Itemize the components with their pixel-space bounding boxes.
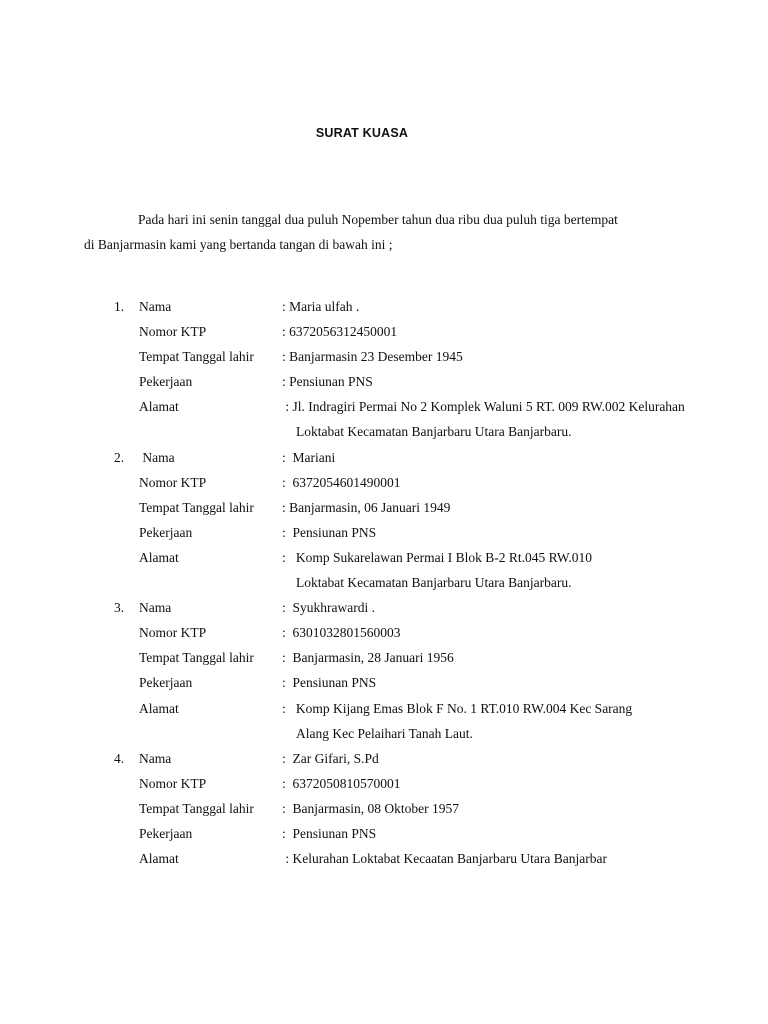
field-value: : 6372050810570001 (282, 775, 401, 791)
field-value: : Pensiunan PNS (282, 374, 373, 390)
person-field-row (0, 319, 768, 344)
list-number: 1. (114, 299, 125, 314)
person-field-row (0, 771, 768, 796)
field-label: Nomor KTP (139, 474, 207, 490)
person-field-row (0, 595, 768, 620)
field-value: : Jl. Indragiri Permai No 2 Komplek Waluni 5 RT. 009 RW.002 Kelurahan (282, 399, 685, 415)
person-field-row (0, 394, 768, 419)
intro-paragraph (84, 207, 720, 257)
field-label: Alamat (139, 549, 179, 565)
field-label: Tempat Tanggal lahir (139, 499, 254, 515)
list-number: 2. (114, 449, 125, 465)
field-label: Alamat (139, 399, 179, 415)
address-continuation: Loktabat Kecamatan Banjarbaru Utara Banjarbaru. (296, 575, 572, 591)
address-continuation-row (0, 419, 768, 444)
field-value: : Banjarmasin, 08 Oktober 1957 (282, 800, 459, 816)
list-number: 3. (114, 600, 125, 616)
intro-line-2: di Banjarmasin kami yang bertanda tangan di bawah ini ; (84, 237, 393, 252)
field-label: Alamat (139, 851, 179, 867)
person-field-row (0, 620, 768, 645)
person-field-row (0, 846, 768, 871)
document-title (0, 126, 768, 140)
person-field-row (0, 470, 768, 495)
field-label: Nama (139, 299, 172, 314)
person-field-row (0, 520, 768, 545)
field-value: : Zar Gifari, S.Pd (282, 750, 379, 766)
field-label: Nama (139, 600, 172, 616)
person-field-row (0, 821, 768, 846)
field-value: : Maria ulfah . (282, 299, 360, 314)
person-list (0, 294, 768, 871)
person-field-row (0, 495, 768, 520)
person-field-row (0, 369, 768, 394)
address-continuation-row (0, 570, 768, 595)
field-label: Pekerjaan (139, 524, 193, 540)
field-label: Tempat Tanggal lahir (139, 349, 254, 365)
person-field-row (0, 344, 768, 369)
field-value: : Kelurahan Loktabat Kecaatan Banjarbaru Utara Banjarbar (282, 851, 607, 867)
field-label: Tempat Tanggal lahir (139, 800, 254, 816)
intro-line-1: Pada hari ini senin tanggal dua puluh Nopember tahun dua ribu dua puluh tiga bertempat (138, 212, 618, 227)
field-value: : Banjarmasin, 28 Januari 1956 (282, 650, 454, 666)
field-value: : 6372054601490001 (282, 474, 401, 490)
field-value: : Banjarmasin 23 Desember 1945 (282, 349, 463, 365)
field-label: Nama (139, 750, 172, 766)
person-field-row (0, 294, 768, 319)
list-number: 4. (114, 750, 125, 766)
document-title-text: SURAT KUASA (315, 126, 409, 140)
address-continuation: Loktabat Kecamatan Banjarbaru Utara Banjarbaru. (296, 424, 572, 440)
address-continuation-row (0, 721, 768, 746)
field-value: : Komp Kijang Emas Blok F No. 1 RT.010 RW.004 Kec Sarang (282, 700, 633, 716)
field-label: Nomor KTP (139, 775, 207, 791)
person-field-row (0, 796, 768, 821)
person-field-row (0, 645, 768, 670)
field-value: : 6301032801560003 (282, 625, 401, 641)
field-label: Pekerjaan (139, 825, 193, 841)
field-label: Alamat (139, 700, 179, 716)
field-value: : Mariani (282, 449, 336, 465)
person-field-row (0, 545, 768, 570)
field-value: : 6372056312450001 (282, 324, 398, 340)
field-label: Nomor KTP (139, 324, 207, 340)
person-field-row (0, 445, 768, 470)
person-field-row (0, 746, 768, 771)
field-label: Pekerjaan (139, 675, 193, 691)
field-value: : Syukhrawardi . (282, 600, 375, 616)
field-value: : Banjarmasin, 06 Januari 1949 (282, 499, 451, 515)
field-label: Nama (139, 449, 175, 465)
address-continuation: Alang Kec Pelaihari Tanah Laut. (296, 725, 473, 741)
field-label: Nomor KTP (139, 625, 207, 641)
field-value: : Pensiunan PNS (282, 825, 377, 841)
person-field-row (0, 670, 768, 695)
field-value: : Pensiunan PNS (282, 524, 377, 540)
field-value: : Komp Sukarelawan Permai I Blok B-2 Rt.045 RW.010 (282, 549, 592, 565)
field-value: : Pensiunan PNS (282, 675, 377, 691)
person-field-row (0, 696, 768, 721)
field-label: Pekerjaan (139, 374, 193, 390)
field-label: Tempat Tanggal lahir (139, 650, 254, 666)
